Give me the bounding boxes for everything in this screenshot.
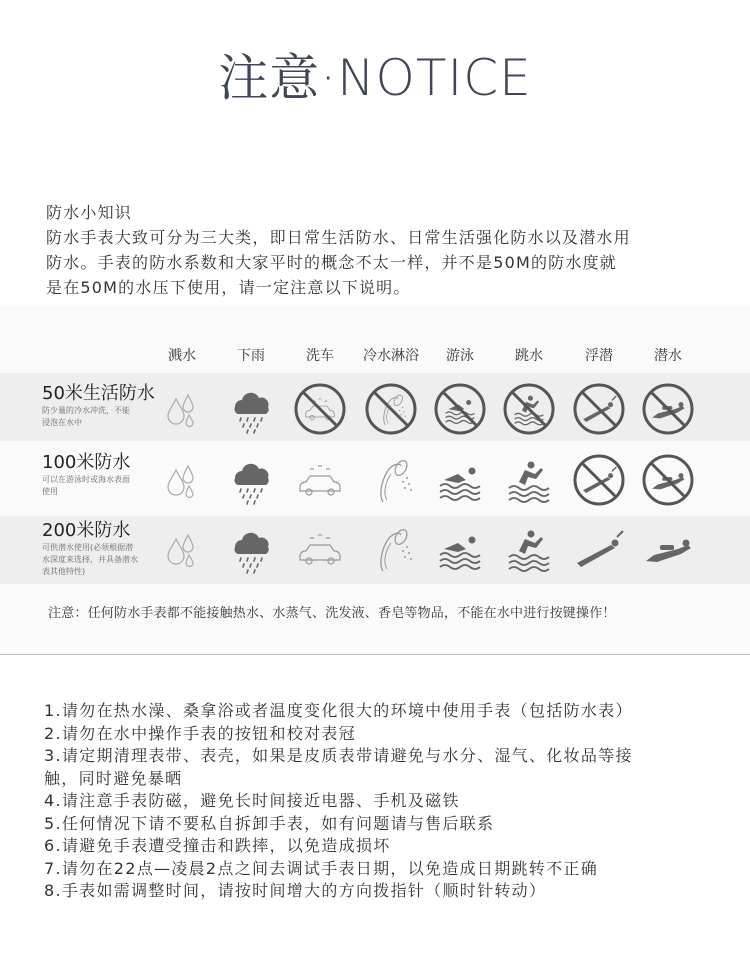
- swim-prohibited-icon: [432, 381, 488, 437]
- note-item: 7.请勿在22点—凌晨2点之间去调试手表日期，以免造成日期跳转不正确: [44, 858, 599, 878]
- intro-line: 是在50M的水压下使用，请一定注意以下说明。: [46, 278, 411, 297]
- shower-prohibited-icon: [363, 381, 419, 437]
- intro-heading: 防水小知识: [46, 203, 133, 222]
- page-title: 注意·NOTICE: [218, 49, 532, 107]
- note-item: 2.请勿在水中操作手表的按钮和校对表冠: [44, 723, 356, 743]
- car-wash-prohibited-icon: [292, 381, 348, 437]
- column-header: 游泳: [446, 348, 474, 364]
- splash-icon: [154, 381, 210, 437]
- note-item: 5.任何情况下请不要私自拆卸手表，如有问题请与售后联系: [44, 813, 495, 833]
- shower-icon: [363, 521, 419, 577]
- intro-section: [46, 200, 726, 300]
- snorkel-prohibited-icon: [571, 381, 627, 437]
- note-item: 4.请注意手表防磁，避免长时间接近电器、手机及磁铁: [44, 791, 460, 810]
- warning-note: 注意：任何防水手表都不能接触热水、水蒸气、洗发液、香皂等物品，不能在水中进行按键操作！: [48, 606, 616, 621]
- care-notes: [44, 700, 633, 903]
- dive-icon: [501, 521, 557, 577]
- column-header: 溅水: [168, 348, 196, 364]
- divider: [0, 654, 750, 655]
- snorkel-icon: [571, 521, 627, 577]
- rating-description: 可供潜水使用(必须根据潜水深度来选择，并具备潜水表其他特性): [42, 543, 138, 576]
- row-label: [42, 520, 140, 578]
- column-header: 潜水: [654, 348, 682, 364]
- rain-icon: [223, 452, 279, 508]
- rating-label: 200米防水: [42, 520, 131, 541]
- dive-prohibited-icon: [501, 381, 557, 437]
- intro-line: 防水。手表的防水系数和大家平时的概念不太一样，并不是50M的防水度就: [46, 253, 617, 272]
- intro-line: 防水手表大致可分为三大类，即日常生活防水、日常生活强化防水以及潜水用: [46, 228, 631, 247]
- column-header: 下雨: [237, 348, 265, 364]
- scuba-prohibited-icon: [640, 381, 696, 437]
- shower-icon: [363, 452, 419, 508]
- rating-label: 50米生活防水: [42, 383, 155, 404]
- note-item: 1.请勿在热水澡、桑拿浴或者温度变化很大的环境中使用手表（包括防水表）: [44, 701, 633, 720]
- note-item: 6.请避免手表遭受撞击和跌摔，以免造成损坏: [44, 836, 391, 855]
- rating-description: 防少量的冷水冲洗，不能浸泡在水中: [42, 406, 130, 427]
- column-header: 浮潜: [585, 348, 613, 364]
- note-item: 触，同时避免暴晒: [44, 768, 183, 788]
- rating-description: 可以在游泳时或海水表面使用: [42, 475, 130, 496]
- column-header: 洗车: [306, 348, 334, 364]
- splash-icon: [154, 521, 210, 577]
- row-label: [42, 452, 134, 498]
- rain-icon: [223, 381, 279, 437]
- rating-label: 100米防水: [42, 452, 131, 473]
- scuba-icon: [640, 521, 696, 577]
- row-label: [42, 383, 155, 429]
- dive-icon: [501, 452, 557, 508]
- rain-icon: [223, 521, 279, 577]
- car-wash-icon: [292, 452, 348, 508]
- car-wash-icon: [292, 521, 348, 577]
- snorkel-prohibited-icon: [571, 452, 627, 508]
- splash-icon: [154, 452, 210, 508]
- note-item: 8.手表如需调整时间，请按时间增大的方向拨指针（顺时针转动）: [44, 881, 547, 900]
- swim-icon: [432, 521, 488, 577]
- swim-icon: [432, 452, 488, 508]
- column-header: 冷水淋浴: [363, 348, 419, 364]
- note-item: 3.请定期清理表带、表壳，如果是皮质表带请避免与水分、湿气、化妆品等接: [44, 746, 633, 765]
- scuba-prohibited-icon: [640, 452, 696, 508]
- column-header: 跳水: [515, 348, 543, 364]
